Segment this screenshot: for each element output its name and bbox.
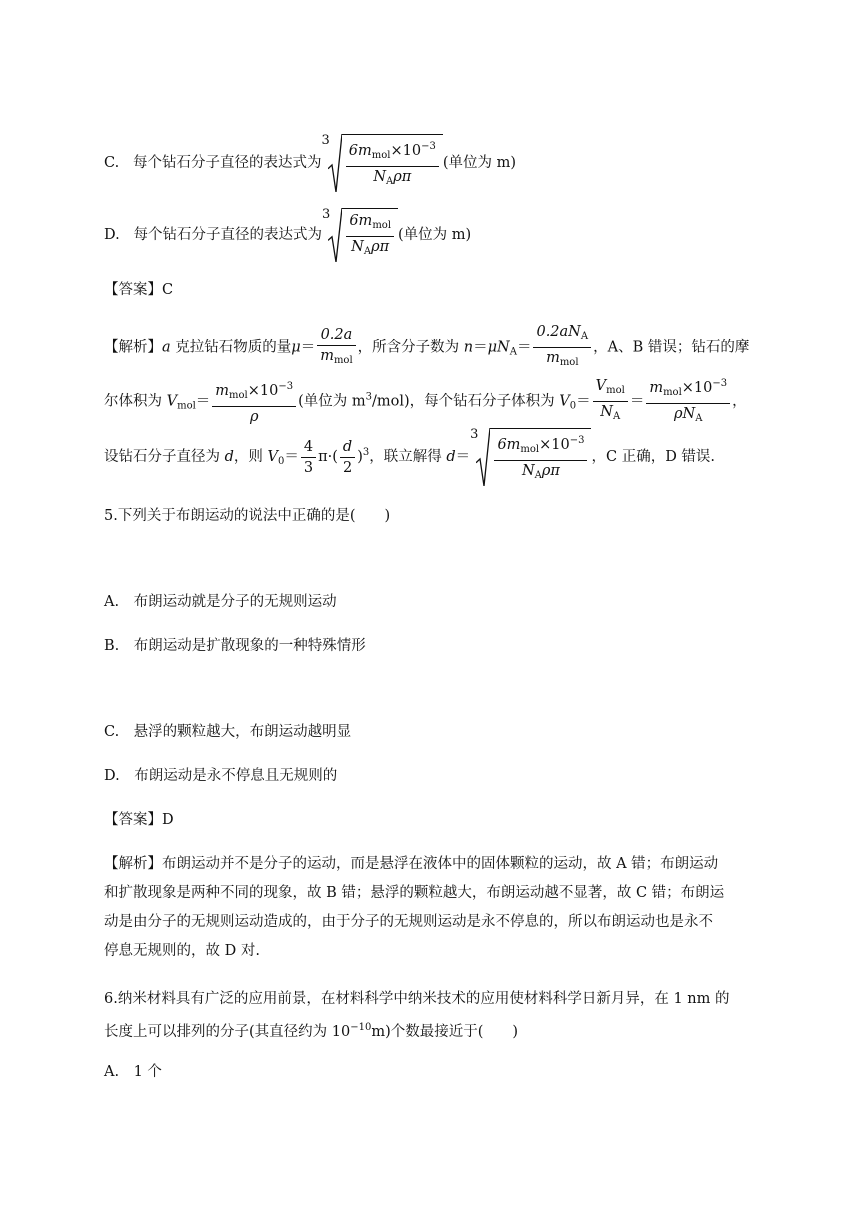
q5-option-a: A. 布朗运动就是分子的无规则运动 <box>104 594 337 610</box>
q6-stem-line-1: 6.纳米材料具有广泛的应用前景，在材料科学中纳米技术的应用使材料科学日新月异，在 1 nm 的 <box>104 991 730 1007</box>
fraction: $\frac{0.2a}{m_{mol}}$ <box>317 325 355 371</box>
analysis-label: 【解析】 <box>104 339 162 356</box>
q4-option-c <box>104 134 516 192</box>
fraction: $\frac{4}{3}$ <box>301 437 316 478</box>
option-label: C. <box>104 155 120 171</box>
unit-text: (单位为 m) <box>398 227 472 243</box>
cube-root-expression <box>322 208 398 262</box>
option-text: 每个钻石分子直径的表达式为 <box>133 155 322 171</box>
q5-stem: 5.下列关于布朗运动的说法中正确的是( ) <box>104 508 391 524</box>
unit-text: (单位为 m) <box>442 155 517 171</box>
q4-answer <box>104 280 173 300</box>
q5-option-c: C. 悬浮的颗粒越大，布朗运动越明显 <box>104 724 352 740</box>
root-fraction: $\frac{6m_{mol}}{N_A\rho\pi}$ <box>346 211 394 262</box>
q5-option-b: B. 布朗运动是扩散现象的一种特殊情形 <box>104 638 366 654</box>
q5-analysis-line-2: 和扩散现象是两种不同的现象，故 B 错；悬浮的颗粒越大，布朗运动越不显著，故 C 错；布朗运 <box>104 885 725 901</box>
analysis-label: 【解析】 <box>104 856 162 872</box>
root-index: 3 <box>322 207 331 222</box>
fraction: $\frac{0.2aN_A}{m_{mol}}$ <box>533 322 591 373</box>
cube-root-expression <box>322 134 443 192</box>
answer-label: 【答案】 <box>104 282 162 298</box>
q5-analysis-line-4: 停息无规则的，故 D 对. <box>104 943 260 959</box>
option-label: D. <box>104 227 120 243</box>
answer-value: D <box>162 812 174 828</box>
q5-analysis-line-3: 动是由分子的无规则运动造成的，由于分子的无规则运动是永不停息的，所以布朗运动也是永不 <box>104 914 713 930</box>
q5-option-d: D. 布朗运动是永不停息且无规则的 <box>104 768 338 784</box>
q4-analysis-line-1: 【解析】a 克拉钻石物质的量μ＝ $\frac{0.2a}{m_{mol}}$ ，所含分子数为 $n=\mu N_A=$ $\frac{0.2aN_A}{m_{mol}}$ ，A、B 错误；钻石的摩 <box>104 322 749 373</box>
fraction: $\frac{V_{mol}}{N_A}$ <box>593 376 628 427</box>
q6-option-a: A. 1 个 <box>104 1064 162 1080</box>
answer-label: 【答案】 <box>104 812 162 828</box>
root-fraction: $\frac{6m_{mol}\times 10^{-3}}{N_A\rho\pi}$ <box>494 431 587 486</box>
option-text: 每个钻石分子直径的表达式为 <box>133 227 323 243</box>
fraction: $\frac{d}{2}$ <box>340 437 355 478</box>
root-fraction: $\frac{6m_{mol}\times 10^{-3}}{N_A\rho\pi}$ <box>346 137 439 192</box>
cube-root-expression <box>470 428 591 486</box>
fraction: $\frac{m_{mol}\times 10^{-3}}{\rho}$ <box>212 377 296 427</box>
q4-option-d <box>104 208 471 262</box>
root-index: 3 <box>470 427 479 442</box>
answer-value: C <box>162 282 174 298</box>
q5-answer <box>104 810 174 830</box>
q6-stem-line-2: 长度上可以排列的分子(其直径约为 $10^{-10}m$)个数最接近于( ) <box>104 1022 519 1040</box>
q4-analysis-line-3: 设钻石分子直径为 d，则 $V_0=$ $\frac{4}{3}$ π·( $\frac{d}{2}$ )$^3$，联立解得 d＝ 3 $\frac{6m_{mol}\times 10^{-3}}{N_A\rho\pi}$ ，C 正确，D 错误. <box>104 428 715 486</box>
q5-analysis-line-1: 【解析】布朗运动并不是分子的运动，而是悬浮在液体中的固体颗粒的运动，故 A 错；布朗运动 <box>104 856 719 872</box>
fraction: $\frac{m_{mol}\times 10^{-3}}{\rho N_A}$ <box>646 374 730 429</box>
q4-analysis-line-2: 尔体积为 $V_{mol}=$ $\frac{m_{mol}\times 10^{-3}}{\rho}$ (单位为 $m^3/mol$)，每个钻石分子体积为 $V_0=$ $\frac{V_{mol}}{N_A}$ ＝ $\frac{m_{mol}\times 10^{-3}}{\rho N_A}$ ， <box>104 374 747 429</box>
root-index: 3 <box>321 133 330 148</box>
